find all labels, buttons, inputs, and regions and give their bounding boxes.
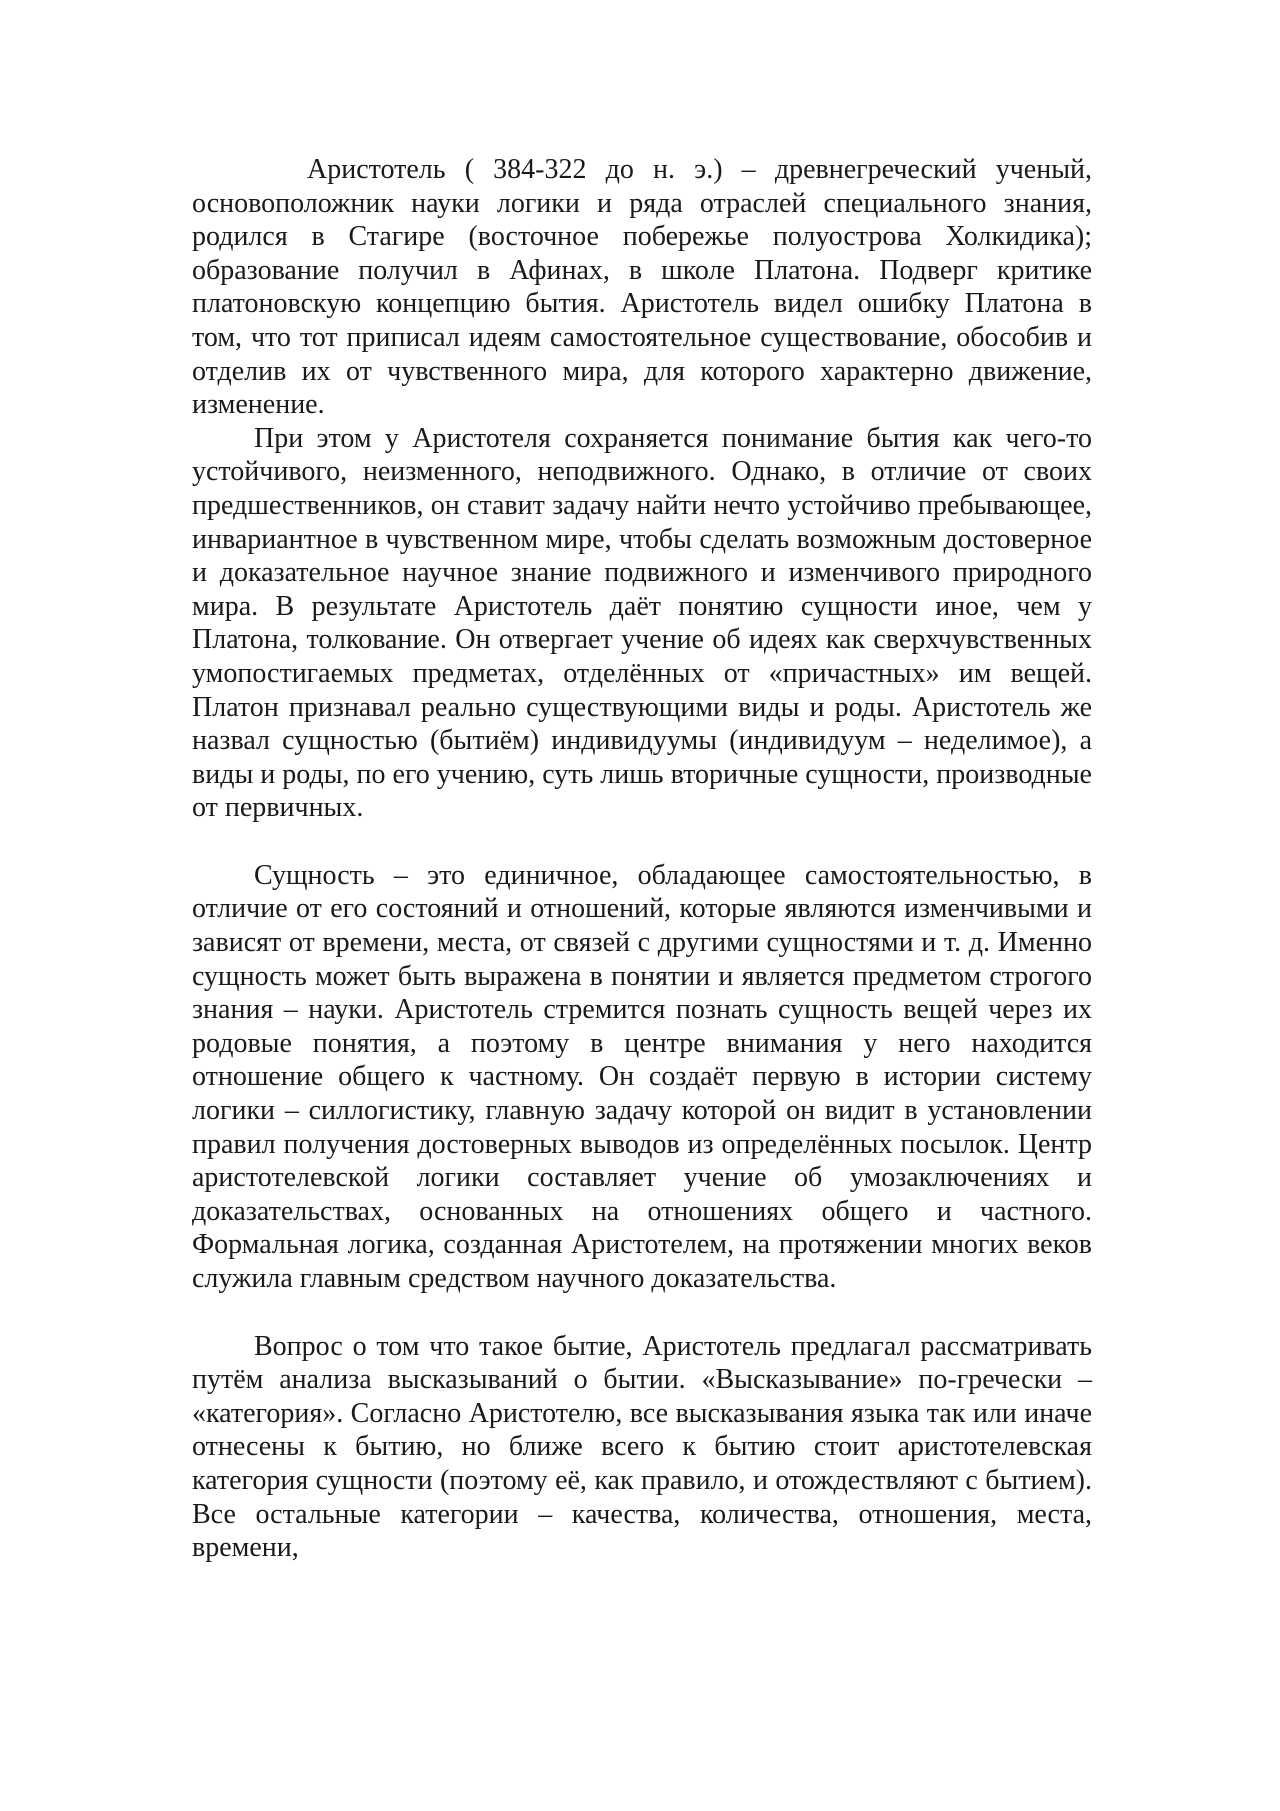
body-text bbox=[192, 153, 1092, 1565]
paragraph-2: При этом у Аристотеля сохраняется понимание бытия как чего-то устойчивого, неизменного, неподвижного. Однако, в отличие от своих предшественников, он ставит задачу найти нечто устойчиво пребывающее, инвариантное в чувственном мире, чтобы сделать возможным достоверное и доказательное научное знание подвижного и изменчивого природного мира. В результате Аристотель даёт понятию сущности иное, чем у Платона, толкование. Он отвергает учение об идеях как сверхчувственных умопостигаемых предметах, отделённых от «причастных» им вещей. Платон признавал реально существующими виды и роды. Аристотель же назвал сущностью (бытиём) индивидуумы (индивидуум – неделимое), а виды и роды, по его учению, суть лишь вторичные сущности, производные от первичных. bbox=[192, 422, 1092, 824]
paragraph-1: Аристотель ( 384-322 до н. э.) – древнегреческий ученый, основоположник науки логики и ряда отраслей специального знания, родился в Стагире (восточное побережье полуострова Холкидика); образование получил в Афинах, в школе Платона. Подверг критике платоновскую концепцию бытия. Аристотель видел ошибку Платона в том, что тот приписал идеям самостоятельное существование, обособив и отделив их от чувственного мира, для которого характерно движение, изменение. bbox=[192, 154, 1092, 421]
paragraph-4: Вопрос о том что такое бытие, Аристотель предлагал рассматривать путём анализа высказываний о бытии. «Высказывание» по-гречески – «категория». Согласно Аристотелю, все высказывания языка так или иначе отнесены к бытию, но ближе всего к бытию стоит аристотелевская категория сущности (поэтому её, как правило, и отождествляют с бытием). Все остальные категории – качества, количества, отношения, места, времени, bbox=[192, 1330, 1092, 1564]
paragraph-3: Сущность – это единичное, обладающее самостоятельностью, в отличие от его состояний и отношений, которые являются изменчивыми и зависят от времени, места, от связей с другими сущностями и т. д. Именно сущность может быть выражена в понятии и является предметом строгого знания – науки. Аристотель стремится познать сущность вещей через их родовые понятия, а поэтому в центре внимания у него находится отношение общего к частному. Он создаёт первую в истории систему логики – силлогистику, главную задачу которой он видит в установлении правил получения достоверных выводов из определённых посылок. Центр аристотелевской логики составляет учение об умозаключениях и доказательствах, основанных на отношениях общего и частного. Формальная логика, созданная Аристотелем, на протяжении многих веков служила главным средством научного доказательства. bbox=[192, 859, 1092, 1294]
